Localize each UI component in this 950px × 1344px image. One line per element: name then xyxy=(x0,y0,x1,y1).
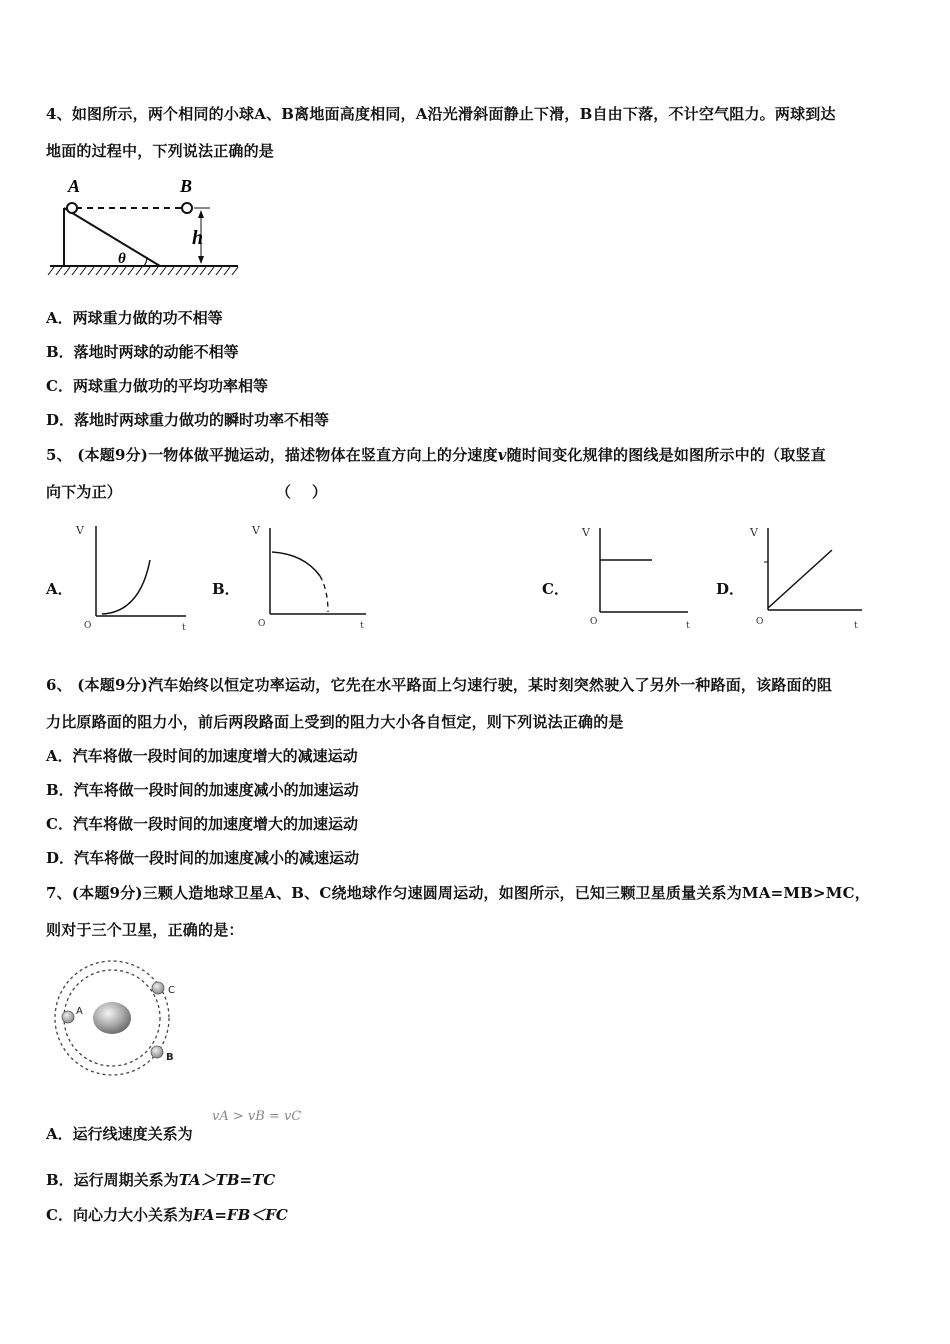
svg-text:t: t xyxy=(182,623,186,633)
q5-graph-label-a[interactable]: A． xyxy=(46,580,73,598)
q4-stem-line2: 地面的过程中，下列说法正确的是 xyxy=(46,142,275,160)
q5-graph-a xyxy=(70,520,190,632)
label-a: A xyxy=(68,176,81,196)
svg-text:A: A xyxy=(76,1006,83,1017)
q7-option-a[interactable]: A．运行线速度关系为 vA > vB = vC xyxy=(46,1109,302,1143)
satellite-c xyxy=(152,982,164,994)
q6-option-b[interactable]: B．汽车将做一段时间的加速度减小的加速运动 xyxy=(46,781,359,799)
q6-option-c[interactable]: C．汽车将做一段时间的加速度增大的加速运动 xyxy=(46,815,358,833)
q4-option-a[interactable]: A．两球重力做的功不相等 xyxy=(46,309,223,327)
q6-stem-line2: 力比原路面的阻力小，前后两段路面上受到的阻力大小各自恒定，则下列说法正确的是 xyxy=(46,713,624,731)
q5-graph-label-b[interactable]: B． xyxy=(212,580,240,598)
svg-text:O: O xyxy=(258,619,266,629)
svg-text:V: V xyxy=(582,526,590,539)
q4-stem-line1: 4、如图所示，两个相同的小球A、B离地面高度相同，A沿光滑斜面静止下滑，B自由下落，不计空气阻力。两球到达 xyxy=(46,105,836,123)
svg-text:B: B xyxy=(166,1052,174,1063)
svg-text:O: O xyxy=(84,621,92,631)
q7-stem-line2: 则对于三个卫星，正确的是： xyxy=(46,921,244,939)
q4-incline-figure xyxy=(46,170,246,280)
svg-text:V: V xyxy=(76,524,84,537)
q5-graph-b xyxy=(244,520,374,632)
q5-graph-c xyxy=(574,520,694,632)
q5-graph-label-c[interactable]: C． xyxy=(542,580,569,598)
svg-text:O: O xyxy=(756,617,764,627)
label-h: h xyxy=(192,227,204,249)
q5-graph-d xyxy=(742,520,872,632)
q4-option-d[interactable]: D．落地时两球重力做功的瞬时功率不相等 xyxy=(46,411,330,429)
q7-orbit-figure xyxy=(46,956,196,1086)
satellite-b xyxy=(151,1046,163,1058)
q5-stem-line1: 5、 (本题9分)一物体做平抛运动，描述物体在竖直方向上的分速度v随时间变化规律的图线是如图所示中的（取竖直 xyxy=(46,446,826,464)
svg-text:O: O xyxy=(590,617,598,627)
label-b: B xyxy=(180,176,193,196)
svg-text:t: t xyxy=(360,621,364,631)
svg-text:t: t xyxy=(854,621,858,631)
q4-option-c[interactable]: C．两球重力做功的平均功率相等 xyxy=(46,377,268,395)
svg-text:C: C xyxy=(168,985,175,996)
svg-text:t: t xyxy=(686,621,690,631)
q5-answer-paren: （ ） xyxy=(276,483,328,501)
svg-text:V: V xyxy=(252,524,260,537)
svg-text:V: V xyxy=(750,526,758,539)
q6-stem-line1: 6、 (本题9分)汽车始终以恒定功率运动，它先在水平路面上匀速行驶，某时刻突然驶入了另外一种路面，该路面的阻 xyxy=(46,676,833,694)
q7-stem-line1: 7、(本题9分)三颗人造地球卫星A、B、C绕地球作匀速圆周运动，如图所示，已知三颗卫星质量关系为MA=MB>MC， xyxy=(46,884,870,902)
q5-stem-line2: 向下为正） xyxy=(46,483,123,501)
satellite-a xyxy=(62,1011,74,1023)
ball-a xyxy=(67,203,77,213)
q7-option-a-formula: vA > vB = vC xyxy=(212,1109,302,1124)
label-theta: θ xyxy=(118,251,126,267)
q4-option-b[interactable]: B．落地时两球的动能不相等 xyxy=(46,343,239,361)
q6-option-d[interactable]: D．汽车将做一段时间的加速度减小的减速运动 xyxy=(46,849,360,867)
q5-graph-label-d[interactable]: D． xyxy=(716,580,745,598)
q7-option-b[interactable]: B．运行周期关系为TA＞TB=TC xyxy=(46,1171,276,1189)
ball-b xyxy=(182,203,192,213)
q7-option-c-formula: FA=FB＜FC xyxy=(192,1206,288,1224)
q7-option-c[interactable]: C．向心力大小关系为FA=FB＜FC xyxy=(46,1206,288,1224)
q6-option-a[interactable]: A．汽车将做一段时间的加速度增大的减速运动 xyxy=(46,747,358,765)
q7-option-b-formula: TA＞TB=TC xyxy=(178,1171,276,1189)
earth xyxy=(93,1002,131,1034)
